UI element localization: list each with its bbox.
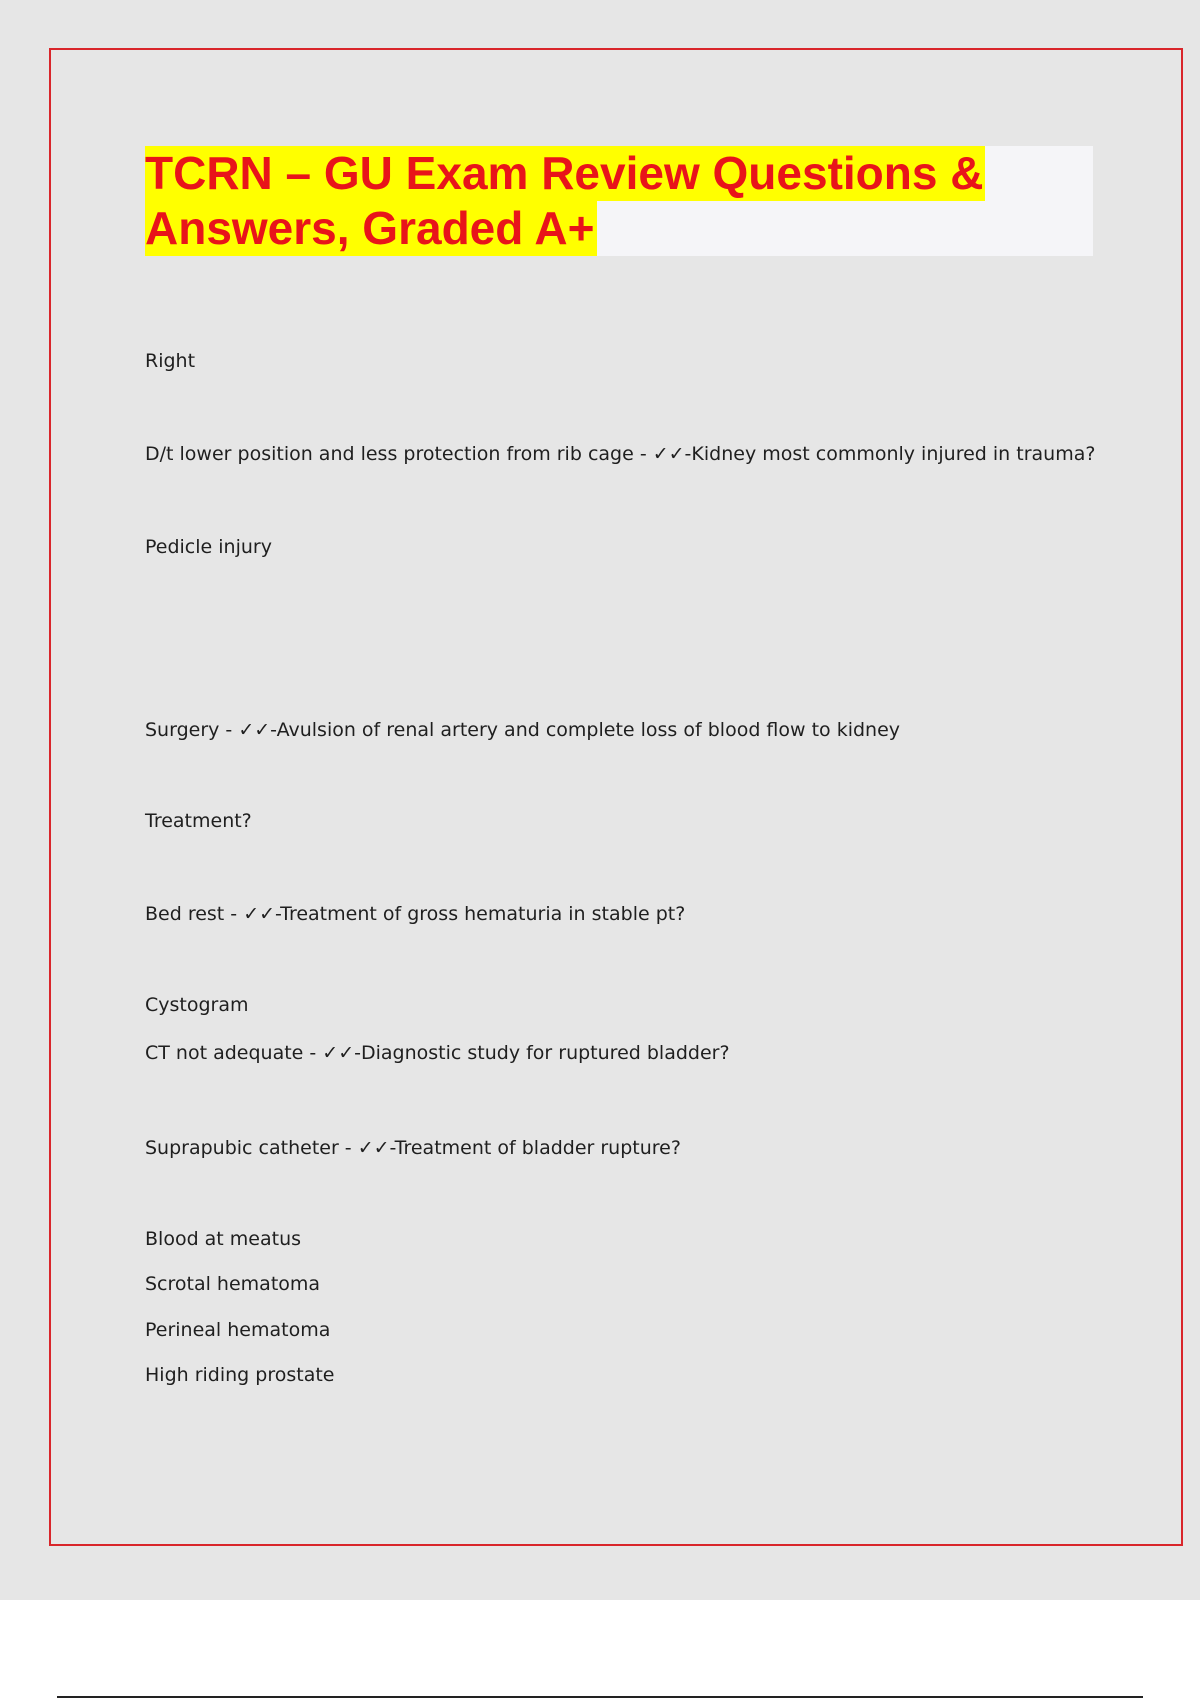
list-item: Blood at meatus — [145, 1228, 302, 1250]
qa-line: Bed rest - ✓✓-Treatment of gross hematuria in stable pt? — [145, 903, 686, 925]
list-item: Scrotal hematoma — [145, 1273, 321, 1295]
answer-text: Cystogram — [145, 994, 249, 1016]
bottom-divider — [57, 1696, 1143, 1698]
list-item: High riding prostate — [145, 1364, 335, 1386]
qa-line: Surgery - ✓✓-Avulsion of renal artery and complete loss of blood flow to kidney — [145, 719, 901, 741]
document-title-line-1: TCRN – GU Exam Review Questions & — [145, 147, 984, 199]
qa-line: D/t lower position and less protection from rib cage - ✓✓-Kidney most commonly injured in trauma? — [145, 443, 1096, 465]
answer-text: Right — [145, 350, 196, 372]
answer-text: Pedicle injury — [145, 536, 272, 558]
qa-line: Suprapubic catheter - ✓✓-Treatment of bladder rupture? — [145, 1137, 681, 1159]
list-item: Perineal hematoma — [145, 1319, 331, 1341]
question-text: Treatment? — [145, 810, 252, 832]
document-title-line-2: Answers, Graded A+ — [145, 202, 595, 254]
qa-line: CT not adequate - ✓✓-Diagnostic study for ruptured bladder? — [145, 1042, 730, 1064]
